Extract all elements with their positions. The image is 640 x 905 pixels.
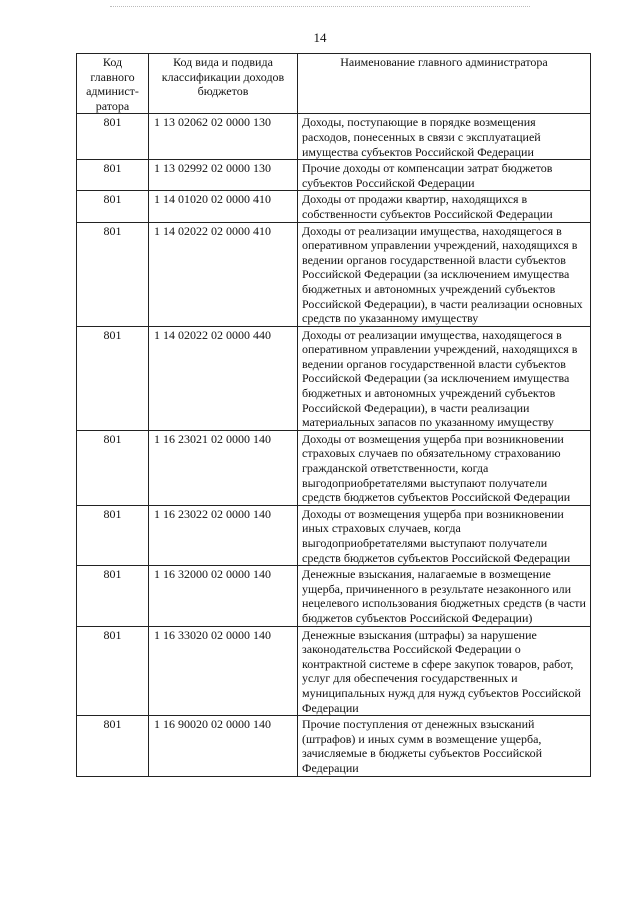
income-name-cell: Доходы от реализации имущества, находящегося в оперативном управлении учреждений, находящихся в ведении органов государственной власти субъектов Российской Федерации (за исключением имущества бюджетных и автономных учреждений субъектов Российской Федерации), в части реализации материальных запасов по указанному имуществу <box>298 326 591 430</box>
table-row <box>77 191 591 222</box>
income-code-cell: 1 13 02992 02 0000 130 <box>149 160 298 191</box>
income-code-cell: 1 16 90020 02 0000 140 <box>149 716 298 776</box>
income-name-cell: Доходы от реализации имущества, находящегося в оперативном управлении учреждений, находящихся в ведении органов государственной власти субъектов Российской Федерации (за исключением имущества бюджетных и автономных учреждений субъектов Российской Федерации), в части реализации основных средств по указанному имуществу <box>298 222 591 326</box>
income-name-cell: Доходы от продажи квартир, находящихся в собственности субъектов Российской Федерации <box>298 191 591 222</box>
income-name-cell: Доходы от возмещения ущерба при возникновении иных страховых случаев, когда выгодоприобретателями выступают получатели средств бюджетов субъектов Российской Федерации <box>298 505 591 565</box>
income-name-cell: Доходы от возмещения ущерба при возникновении страховых случаев по обязательному страхованию гражданской ответственности, когда выгодоприобретателями выступают получатели средств бюджетов субъектов Российской Федерации <box>298 430 591 505</box>
table-row <box>77 566 591 626</box>
income-name-cell: Доходы, поступающие в порядке возмещения расходов, понесенных в связи с эксплуатацией имущества субъектов Российской Федерации <box>298 114 591 160</box>
income-name-cell: Прочие доходы от компенсации затрат бюджетов субъектов Российской Федерации <box>298 160 591 191</box>
admin-code-cell: 801 <box>77 566 149 626</box>
table-row <box>77 222 591 326</box>
income-name-cell: Прочие поступления от денежных взысканий (штрафов) и иных сумм в возмещение ущерба, зачисляемые в бюджеты субъектов Российской Федерации <box>298 716 591 776</box>
page-number: 14 <box>313 30 327 45</box>
admin-code-cell: 801 <box>77 430 149 505</box>
table-row <box>77 505 591 565</box>
header-admin-name: Наименование главного администратора <box>298 54 591 114</box>
table-row <box>77 716 591 776</box>
table-row <box>77 114 591 160</box>
income-code-cell: 1 16 33020 02 0000 140 <box>149 626 298 716</box>
table-row <box>77 626 591 716</box>
admin-code-cell: 801 <box>77 191 149 222</box>
scan-edge-mark <box>110 6 530 8</box>
admin-code-cell: 801 <box>77 114 149 160</box>
income-classification-table <box>76 53 591 777</box>
header-admin-code: Код главного админист-ратора <box>77 54 149 114</box>
header-income-code: Код вида и подвида классификации доходов бюджетов <box>149 54 298 114</box>
income-code-cell: 1 13 02062 02 0000 130 <box>149 114 298 160</box>
admin-code-cell: 801 <box>77 326 149 430</box>
income-code-cell: 1 16 23021 02 0000 140 <box>149 430 298 505</box>
admin-code-cell: 801 <box>77 222 149 326</box>
income-code-cell: 1 14 02022 02 0000 410 <box>149 222 298 326</box>
admin-code-cell: 801 <box>77 505 149 565</box>
income-code-cell: 1 14 02022 02 0000 440 <box>149 326 298 430</box>
income-code-cell: 1 14 01020 02 0000 410 <box>149 191 298 222</box>
income-name-cell: Денежные взыскания (штрафы) за нарушение законодательства Российской Федерации о контрактной системе в сфере закупок товаров, работ, услуг для обеспечения государственных и муниципальных нужд для нужд субъектов Российской Федерации <box>298 626 591 716</box>
income-code-cell: 1 16 32000 02 0000 140 <box>149 566 298 626</box>
admin-code-cell: 801 <box>77 160 149 191</box>
table-header-row <box>77 54 591 114</box>
income-code-cell: 1 16 23022 02 0000 140 <box>149 505 298 565</box>
table-row <box>77 430 591 505</box>
table-row <box>77 326 591 430</box>
admin-code-cell: 801 <box>77 626 149 716</box>
income-name-cell: Денежные взыскания, налагаемые в возмещение ущерба, причиненного в результате незаконного или нецелевого использования бюджетных средств (в части бюджетов субъектов Российской Федерации) <box>298 566 591 626</box>
admin-code-cell: 801 <box>77 716 149 776</box>
table-row <box>77 160 591 191</box>
